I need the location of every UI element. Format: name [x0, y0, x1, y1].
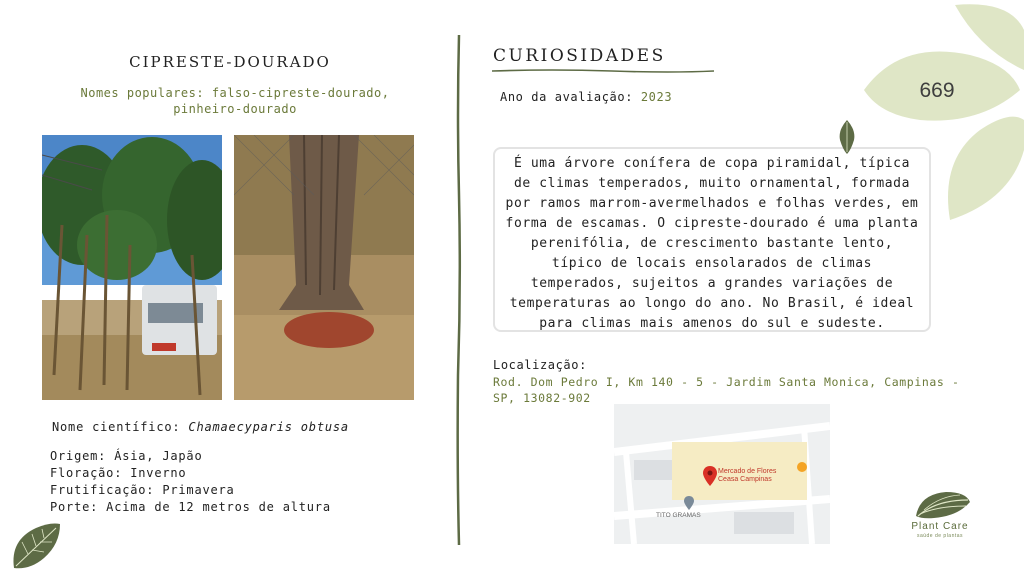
description-box: É uma árvore conífera de copa piramidal, típica de climas temperados, muito ornamental, formada por ramos marrom-avermelhados e folhas verdes, em forma de escamas. O cipreste-dourado é uma planta perenifólia, de crescimento bastante lento, típico de locais ensolarados de climas temperados, sujeitos a grandes variações de temperaturas ao longo do ano. No Brasil, é ideal para climas mais amenos do sul e sudeste. — [493, 147, 931, 332]
scientific-name — [52, 420, 349, 434]
corner-leaf-icon — [10, 520, 62, 570]
trunk-photo — [234, 135, 414, 400]
plant-facts — [50, 448, 331, 516]
map-place-line1: Mercado de Flores — [718, 468, 777, 475]
brand-name: Plant Care — [911, 521, 969, 532]
year-label: Ano da avaliação: — [500, 90, 641, 104]
map-street-pin-icon — [684, 496, 694, 510]
location-label: Localização: — [493, 358, 587, 372]
small-leaf-icon — [838, 120, 856, 154]
plant-title: CIPRESTE-DOURADO — [129, 53, 331, 71]
plant-number: 669 — [919, 79, 955, 102]
column-divider — [456, 35, 462, 545]
leaf-decoration — [860, 0, 1024, 225]
fact-fruiting: Frutificação: Primavera — [50, 483, 235, 497]
brand-tagline: saúde de plantas — [916, 533, 964, 539]
location-map[interactable] — [614, 404, 830, 544]
fact-flowering: Floração: Inverno — [50, 466, 187, 480]
heading-underline — [492, 68, 714, 74]
popular-names: Nomes populares: falso-cipreste-dourado, pinheiro-dourado — [80, 86, 390, 116]
map-place-line2: Ceasa Campinas — [718, 476, 772, 483]
map-street-label: TITO GRAMAS — [656, 512, 701, 519]
map-pin-icon[interactable] — [703, 466, 717, 486]
evaluation-year — [500, 90, 672, 104]
map-poi-icon — [796, 461, 808, 475]
fact-origin: Origem: Ásia, Japão — [50, 449, 203, 463]
curiosities-heading: CURIOSIDADES — [493, 46, 666, 66]
fact-size: Porte: Acima de 12 metros de altura — [50, 500, 331, 514]
tree-photo — [42, 135, 222, 400]
scientific-label: Nome científico: — [52, 420, 189, 434]
location-address: Rod. Dom Pedro I, Km 140 - 5 - Jardim Santa Monica, Campinas - SP, 13082-902 — [493, 375, 960, 405]
scientific-value: Chamaecyparis obtusa — [188, 420, 349, 434]
year-value: 2023 — [640, 90, 673, 104]
